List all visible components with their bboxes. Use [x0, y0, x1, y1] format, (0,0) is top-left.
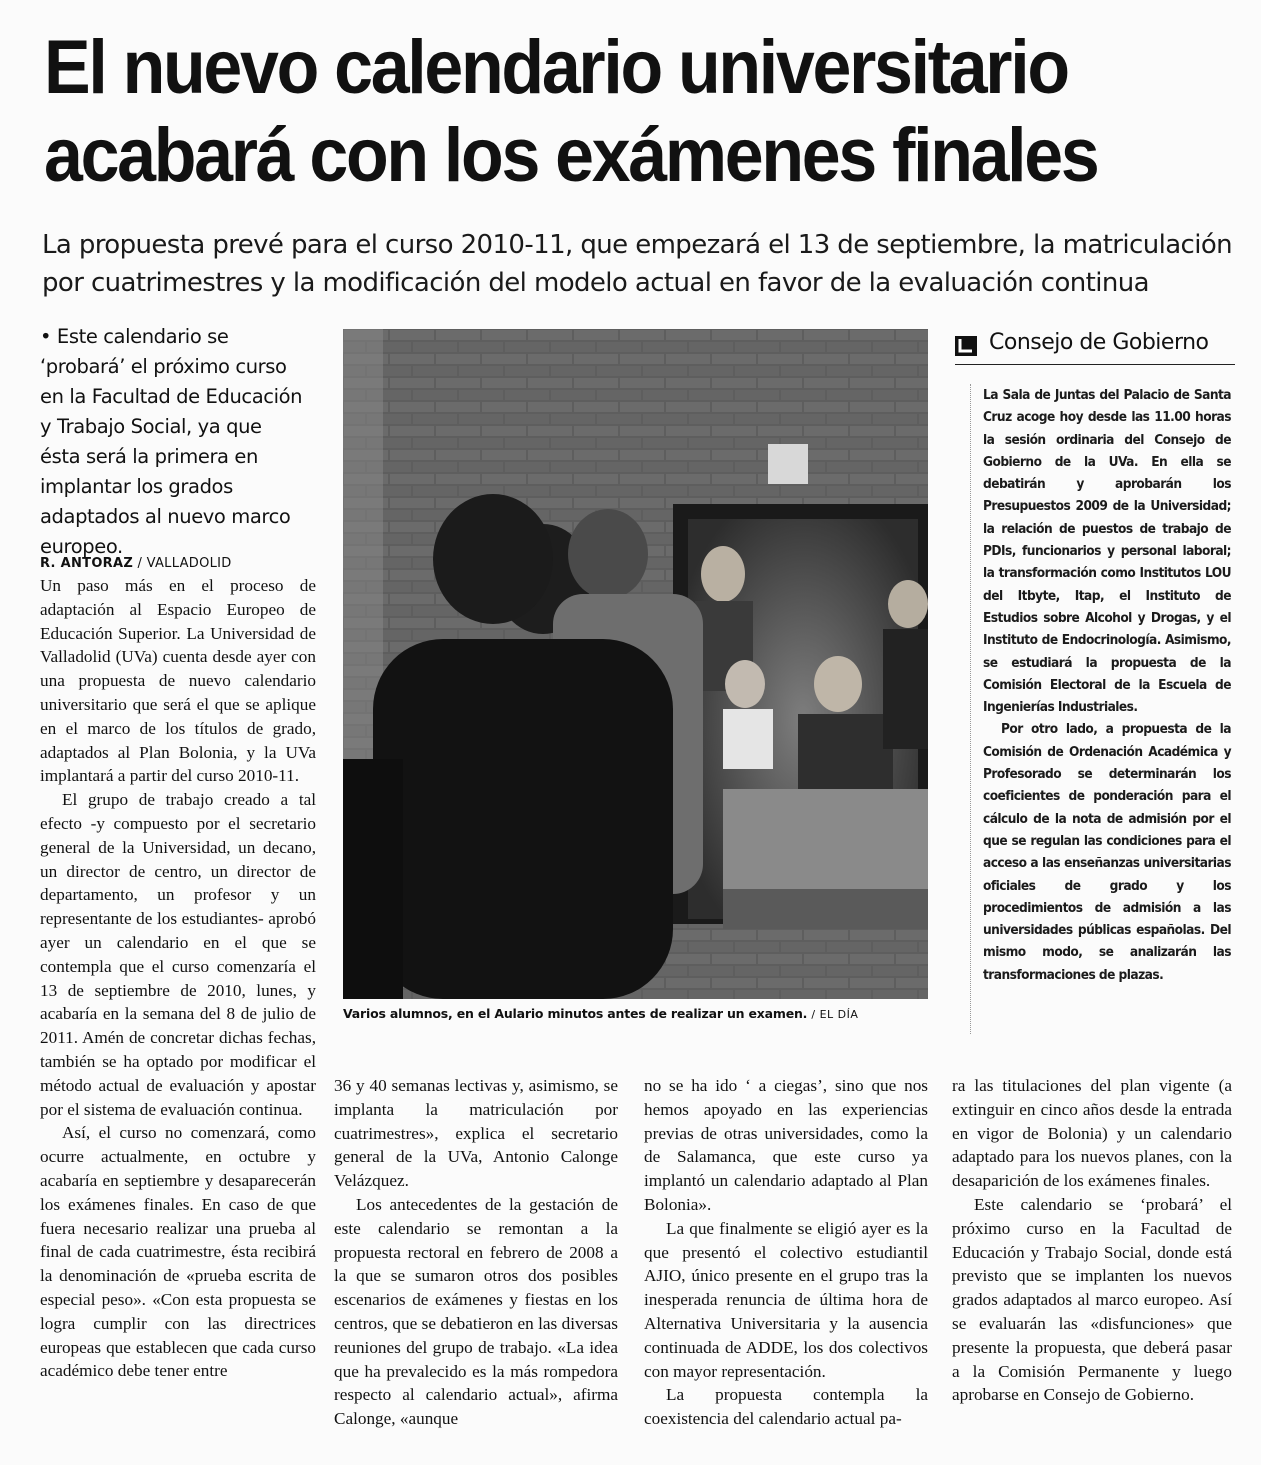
article-column-1: [40, 574, 316, 1383]
photo-credit: / EL DÍA: [811, 1008, 859, 1021]
sidebar-paragraph: Por otro lado, a propuesta de la Comisión de Ordenación Académica y Profesorado se determinarán los coeficientes de ponderación para el cálculo de la nota de admisión por el que se regulan las condiciones para el acceso a las enseñanzas universitarias oficiales de grado y los procedimientos de admisión a las universidades públicas españolas. Del mismo modo, se analizarán las transformaciones de plazas.: [983, 721, 1231, 983]
byline: [40, 556, 310, 571]
article-column-2: [334, 1074, 618, 1431]
sidebar-body: [983, 384, 1231, 986]
article-column-3: [644, 1074, 928, 1431]
paragraph: Así, el curso no comenzará, como ocurre actualmente, en octubre y acabaría en septiembre y desaparecerán los exámenes finales. En caso de que fuera necesario realizar una prueba al final de cada cuatrimestre, ésta recibirá la denominación de «prueba escrita de especial peso». «Con esta propuesta se logra cumplir con las directrices europeas que establecen que cada curso académico debe tener entre: [40, 1123, 316, 1381]
newspaper-logo-icon: [955, 336, 977, 356]
sidebar-paragraph: La Sala de Juntas del Palacio de Santa Cruz acoge hoy desde las 11.00 horas la sesión ordinaria del Consejo de Gobierno de la UVa. En ella se debatirán y aprobarán los Presupuestos 2009 de la Universidad; la relación de puestos de trabajo de PDIs, funcionarios y personal laboral; la transformación como Institutos LOU del Itbyte, Itap, el Instituto de Estudios sobre Alcohol y Drogas, y el Instituto de Endocrinología. Asimismo, se estudiará la propuesta de la Comisión Electoral de la Escuela de Ingenierías Industriales.: [983, 387, 1231, 716]
photo-illustration: [343, 329, 928, 999]
news-photo: [343, 329, 928, 999]
sidebar-divider: [970, 384, 971, 1034]
paragraph: Este calendario se ‘probará’ el próximo curso en la Facultad de Educación y Trabajo Social, donde está previsto que se implanten los nuevos grados adaptados al marco europeo. Así se evaluarán las «disfunciones» que presente la propuesta, que deberá pasar a la Comisión Permanente y luego aprobarse en Consejo de Gobierno.: [952, 1194, 1232, 1405]
byline-place: VALLADOLID: [146, 556, 232, 571]
headline-line-2: acabará con los exámenes finales: [44, 113, 1098, 198]
photo-caption: [343, 1006, 943, 1021]
paragraph: La propuesta contempla la coexistencia del calendario actual pa-: [644, 1385, 928, 1429]
paragraph: 36 y 40 semanas lectivas y, asimismo, se implanta la matriculación por cuatrimestres», explica el secretario general de la UVa, Antonio Calonge Velázquez.: [334, 1076, 618, 1191]
headline: [44, 24, 1148, 200]
sidebar-title: Consejo de Gobierno: [989, 330, 1209, 355]
subheadline-line-2: por cuatrimestres y la modificación del modelo actual en favor de la evaluación continua: [42, 268, 1149, 298]
article-column-4: [952, 1074, 1232, 1407]
paragraph: Los antecedentes de la gestación de este calendario se remontan a la propuesta rectoral en febrero de 2008 a la que se sumaron otros dos posibles escenarios de exámenes y fiestas en los centros, que se debatieron en las diversas reuniones del grupo de trabajo. «La idea que ha prevalecido es la más rompedora respecto al calendario actual», afirma Calonge, «aunque: [334, 1194, 618, 1429]
caption-text: Varios alumnos, en el Aulario minutos antes de realizar un examen.: [343, 1006, 808, 1021]
paragraph: no se ha ido ‘ a ciegas’, sino que nos hemos apoyado en las experiencias previas de otras universidades, como la de Salamanca, que este curso ya implantó un calendario adaptado al Plan Bolonia».: [644, 1076, 928, 1214]
paragraph: El grupo de trabajo creado a tal efecto -y compuesto por el secretario general de la Universidad, un decano, un director de centro, un director de departamento, un profesor y un representante de los estudiantes- aprobó ayer un calendario en el que se contempla que el curso comenzaría el 13 de septiembre de 2010, lunes, y acabaría en la semana del 8 de julio de 2011. Amén de concretar dichas fechas, también se ha optado por modificar el método actual de evaluación y apostar por el sistema de evaluación continua.: [40, 790, 316, 1119]
byline-separator: /: [133, 556, 147, 571]
subheadline: [42, 226, 1242, 302]
paragraph: Un paso más en el proceso de adaptación al Espacio Europeo de Educación Superior. La Universidad de Valladolid (UVa) cuenta desde ayer con una propuesta de nuevo calendario universitario que será el que se aplique en el marco de los títulos de grado, adaptados al Plan Bolonia, y la UVa implantará a partir del curso 2010-11.: [40, 576, 316, 786]
sidebar-header: [955, 332, 1235, 365]
paragraph: ra las titulaciones del plan vigente (a extinguir en cinco años desde la entrada en vigor de Bolonia) y un calendario adaptado para los nuevos planes, con la desaparición de los exámenes finales.: [952, 1076, 1232, 1191]
subheadline-line-1: La propuesta prevé para el curso 2010-11, que empezará el 13 de septiembre, la matriculación: [42, 230, 1233, 260]
headline-line-1: El nuevo calendario universitario: [44, 25, 1068, 110]
byline-author: R. ANTORAZ: [40, 556, 134, 571]
paragraph: La que finalmente se eligió ayer es la que presentó el colectivo estudiantil AJIO, único presente en el grupo tras la inesperada renuncia de última hora de Alternativa Universitaria y la ausencia continuada de ADDE, los dos colectivos con mayor representación.: [644, 1218, 928, 1381]
highlight-bullet: • Este calendario se ‘probará’ el próximo curso en la Facultad de Educación y Trabajo Social, ya que ésta será la primera en implantar los grados adaptados al nuevo marco europeo.: [40, 325, 303, 558]
